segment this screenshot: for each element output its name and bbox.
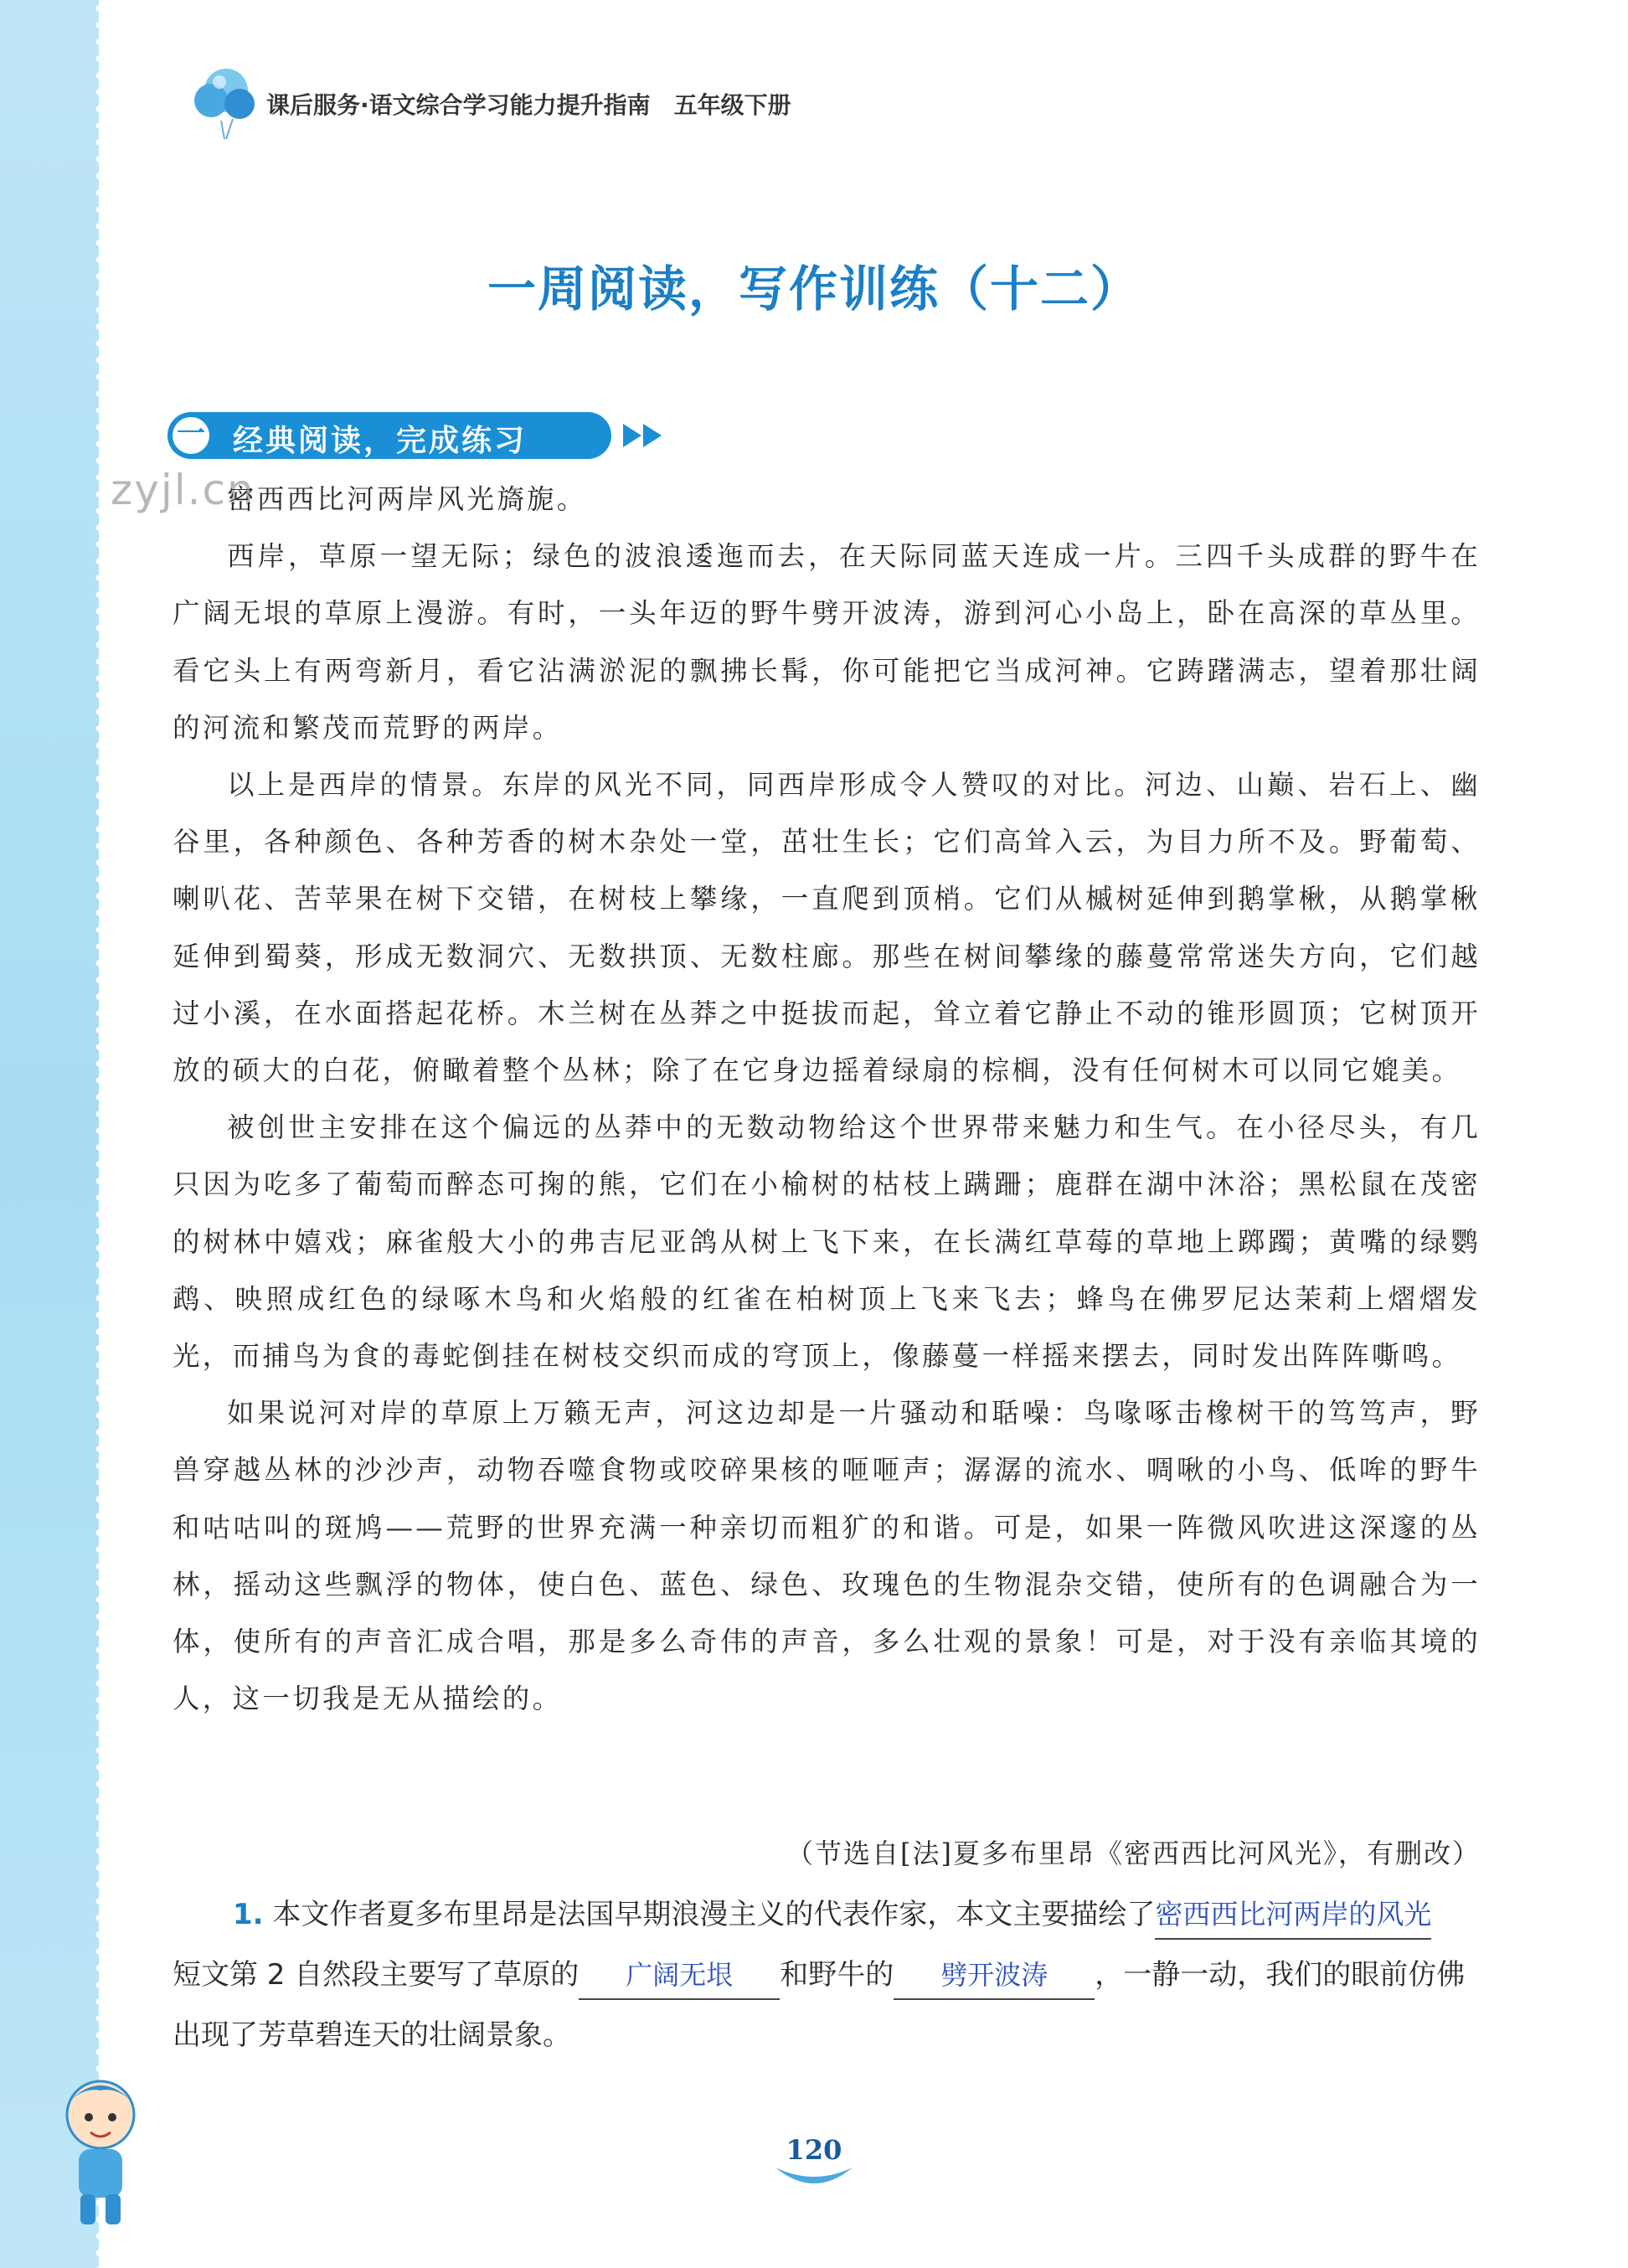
question-text-b: 短文第 2 自然段主要写了草原的	[173, 1958, 580, 1992]
answer-blank-3[interactable]: 劈开波涛	[894, 1951, 1095, 2000]
question-number: 1.	[233, 1898, 264, 1931]
question-text-a: 本文作者夏多布里昂是法国早期浪漫主义的代表作家，本文主要描绘了	[272, 1898, 1156, 1931]
page-number-ornament-icon	[772, 2162, 856, 2196]
double-arrow-icon	[620, 420, 670, 451]
passage-paragraph-2: 西岸，草原一望无际；绿色的波浪逶迤而去，在天际同蓝天连成一片。三四千头成群的野牛在广阔无垠的草原上漫游。有时，一头年迈的野牛劈开波涛，游到河心小岛上，卧在高深的草丛里。看它头上有两弯新月，看它沾满淤泥的飘拂长髯，你可能把它当成河神。它踌躇满志，望着那壮阔的河流和繁茂而荒野的两岸。	[173, 540, 1481, 744]
header-text	[266, 87, 791, 121]
passage-paragraph-1: 密西西比河两岸风光旖旎。	[227, 483, 587, 515]
balloons-icon	[183, 57, 275, 149]
page-title: 一周阅读，写作训练（十二）	[487, 260, 1141, 317]
left-margin-strip	[0, 0, 99, 2268]
passage-paragraph-5: 如果说河对岸的草原上万籁无声，河这边却是一片骚动和聒噪：鸟喙啄击橡树干的笃笃声，野兽穿越丛林的沙沙声，动物吞噬食物或咬碎果核的咂咂声；潺潺的流水、啁啾的小鸟、低哞的野牛和咕咕叫的斑鸠——荒野的世界充满一种亲切而粗犷的和谐。可是，如果一阵微风吹进这深邃的丛林，摇动这些飘浮的物体，使白色、蓝色、绿色、玫瑰色的生物混杂交错，使所有的色调融合为一体，使所有的声音汇成合唱，那是多么奇伟的声音，多么壮观的景象！可是，对于没有亲临其境的人，这一切我是无从描绘的。	[173, 1397, 1481, 1715]
answer-blank-1[interactable]: 密西西比河两岸的风光	[1155, 1891, 1431, 1940]
passage-source: （节选自[法]夏多布里昂《密西西比河风光》，有删改）	[786, 1838, 1481, 1869]
section-label: 经典阅读，完成练习	[233, 424, 528, 458]
page-number: 120	[786, 2134, 842, 2166]
question-text-d: ，一静一动，我们的眼前仿佛出现了芳草碧连天的壮阔景象。	[173, 1958, 1466, 2052]
passage-paragraph-3: 以上是西岸的情景。东岸的风光不同，同西岸形成令人赞叹的对比。河边、山巅、岩石上、幽谷里，各种颜色、各种芳香的树木杂处一堂，茁壮生长；它们高耸入云，为目力所不及。野葡萄、喇叭花、苦苹果在树下交错，在树枝上攀缘，一直爬到顶梢。它们从槭树延伸到鹅掌楸，从鹅掌楸延伸到蜀葵，形成无数洞穴、无数拱顶、无数柱廊。那些在树间攀缘的藤蔓常常迷失方向，它们越过小溪，在水面搭起花桥。木兰树在丛莽之中挺拔而起，耸立着它静止不动的锥形圆顶；它树顶开放的硕大的白花，俯瞰着整个丛林；除了在它身边摇着绿扇的棕榈，没有任何树木可以同它媲美。	[173, 769, 1481, 1087]
section-tag	[167, 409, 670, 464]
header-grade: 五年级下册	[673, 91, 791, 119]
watermark: zyjl.cn	[111, 466, 255, 514]
question-1	[173, 1884, 1481, 2065]
answer-blank-2[interactable]: 广阔无垠	[579, 1951, 780, 2000]
section-number: 一	[173, 417, 209, 454]
question-text-c: 和野牛的	[780, 1958, 894, 1992]
reading-passage	[173, 471, 1481, 1727]
passage-paragraph-4: 被创世主安排在这个偏远的丛莽中的无数动物给这个世界带来魅力和生气。在小径尽头，有几只因为吃多了葡萄而醉态可掬的熊，它们在小榆树的枯枝上蹒跚；鹿群在湖中沐浴；黑松鼠在茂密的树林中嬉戏；麻雀般大小的弗吉尼亚鸽从树上飞下来，在长满红草莓的草地上踯躅；黄嘴的绿鹦鹉、映照成红色的绿啄木鸟和火焰般的红雀在柏树顶上飞来飞去；蜂鸟在佛罗尼达茉莉上熠熠发光，而捕鸟为食的毒蛇倒挂在树枝交织而成的穹顶上，像藤蔓一样摇来摆去，同时发出阵阵嘶鸣。	[173, 1111, 1481, 1373]
header-series: 课后服务·语文综合学习能力提升指南	[266, 91, 651, 119]
